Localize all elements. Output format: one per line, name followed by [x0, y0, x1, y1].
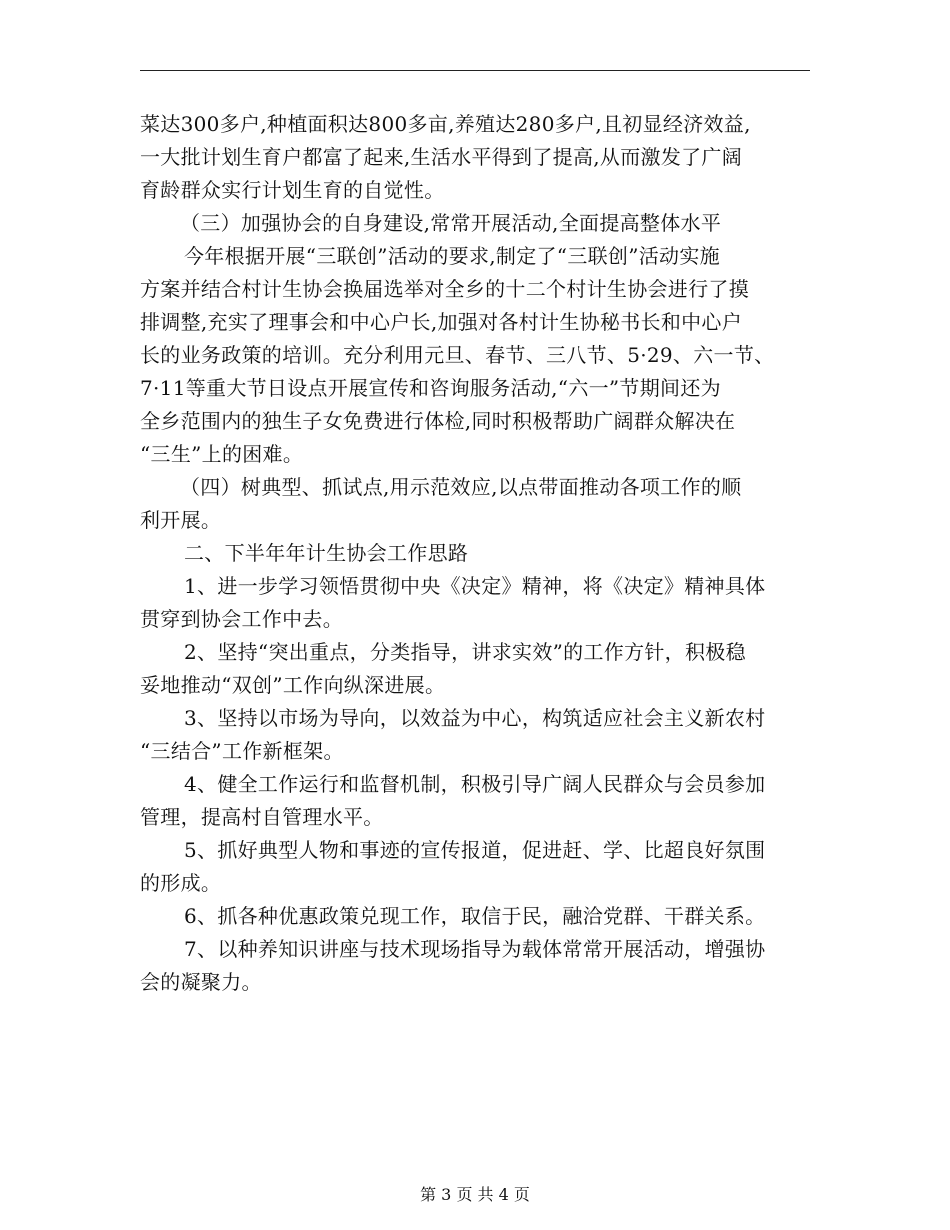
text-line: 全乡范围内的独生子女免费进行体检,同时积极帮助广阔群众解决在 [140, 409, 736, 433]
page-number-footer: 第 3 页 共 4 页 [420, 1185, 530, 1204]
section-heading-3: （三）加强协会的自身建设,常常开展活动,全面提高整体水平 [180, 211, 722, 235]
section-heading-4: （四）树典型、抓试点,用示范效应,以点带面推动各项工作的顺 [180, 475, 742, 499]
text-line: 的形成。 [140, 871, 222, 895]
list-item-6: 6、抓各种优惠政策兑现工作，取信于民，融洽党群、干群关系。 [184, 904, 766, 928]
text-line: 7·11等重大节日设点开展宣传和咨询服务活动,“六一”节期间还为 [140, 376, 721, 400]
text-line: 贯穿到协会工作中去。 [140, 607, 343, 631]
list-item-3: 3、坚持以市场为导向，以效益为中心，构筑适应社会主义新农村 [184, 706, 766, 730]
text-line: 菜达300多户,种植面积达800多亩,养殖达280多户,且初显经济效益, [140, 112, 751, 136]
list-item-4: 4、健全工作运行和监督机制，积极引导广阔人民群众与会员参加 [184, 772, 766, 796]
text-line: “三结合”工作新框架。 [140, 739, 344, 763]
text-line: 妥地推动“双创”工作向纵深进展。 [140, 673, 446, 697]
text-line: 长的业务政策的培训。充分利用元旦、春节、三八节、5·29、六一节、 [140, 343, 775, 367]
text-line: 管理，提高村自管理水平。 [140, 805, 384, 829]
text-line: 排调整,充实了理事会和中心户长,加强对各村计生协秘书长和中心户 [140, 310, 743, 334]
header-rule [140, 70, 810, 71]
text-line: 方案并结合村计生协会换届选举对全乡的十二个村计生协会进行了摸 [140, 277, 749, 301]
list-item-1: 1、进一步学习领悟贯彻中央《决定》精神，将《决定》精神具体 [184, 574, 766, 598]
text-line: 会的凝聚力。 [140, 970, 262, 994]
list-item-5: 5、抓好典型人物和事迹的宣传报道，促进赶、学、比超良好氛围 [184, 838, 766, 862]
text-line: 一大批计划生育户都富了起来,生活水平得到了提高,从而激发了广阔 [140, 145, 743, 169]
list-item-2: 2、坚持“突出重点，分类指导，讲求实效”的工作方针，积极稳 [184, 640, 746, 664]
section-heading-2: 二、下半年年计生协会工作思路 [184, 541, 469, 565]
text-line: 育龄群众实行计划生育的自觉性。 [140, 178, 445, 202]
list-item-7: 7、以种养知识讲座与技术现场指导为载体常常开展活动，增强协 [184, 937, 766, 961]
text-line: 今年根据开展“三联创”活动的要求,制定了“三联创”活动实施 [184, 244, 720, 268]
text-line: “三生”上的困难。 [140, 442, 304, 466]
text-line: 利开展。 [140, 508, 222, 532]
